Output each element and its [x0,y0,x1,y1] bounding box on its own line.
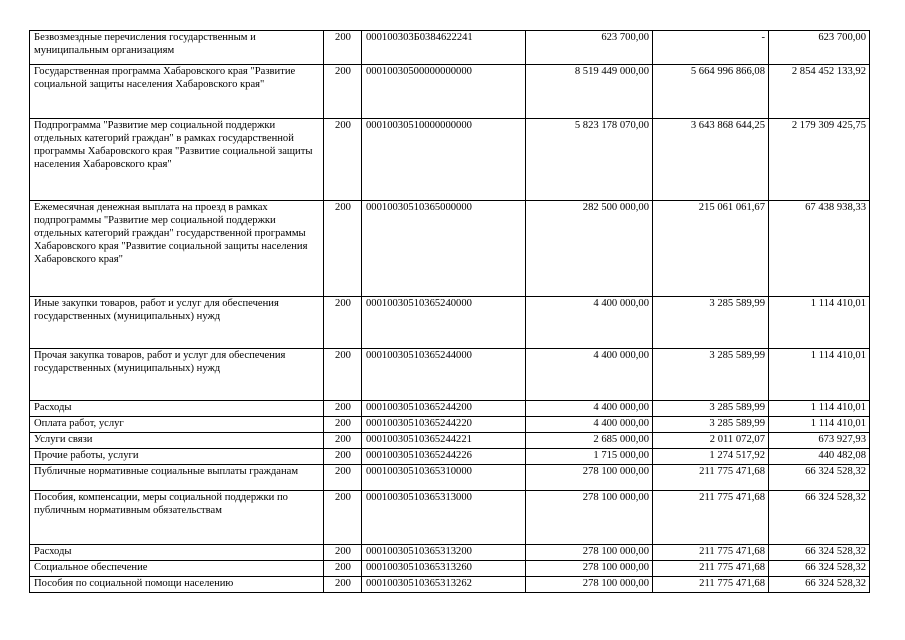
table-row [30,31,870,65]
row-line-code-cell: 200 [324,465,362,491]
row-name-cell: Ежемесячная денежная выплата на проезд в рамках подпрограммы "Развитие мер социальной поддержки отдельных категорий граждан" государственной программы Хабаровского края "Развитие социальной защиты населения Хабаровского края" [30,201,324,297]
row-line-code-cell: 200 [324,401,362,417]
row-budget-code-cell: 00010030510365313200 [362,545,526,561]
row-budget-code-cell: 000100303Б0384622241 [362,31,526,65]
row-budget-code-cell: 00010030510365310000 [362,465,526,491]
row-executed-amount-cell: 211 775 471,68 [653,561,769,577]
row-unexecuted-amount-cell: 2 179 309 425,75 [769,119,870,201]
row-unexecuted-amount-cell: 1 114 410,01 [769,417,870,433]
row-name-cell: Услуги связи [30,433,324,449]
table-row [30,491,870,545]
row-line-code-cell: 200 [324,65,362,119]
table-row [30,545,870,561]
row-line-code-cell: 200 [324,201,362,297]
row-name-cell: Государственная программа Хабаровского края "Развитие социальной защиты населения Хабаровского края" [30,65,324,119]
row-unexecuted-amount-cell: 1 114 410,01 [769,297,870,349]
row-executed-amount-cell: - [653,31,769,65]
row-budget-code-cell: 00010030510365240000 [362,297,526,349]
row-approved-amount-cell: 278 100 000,00 [526,577,653,593]
row-approved-amount-cell: 278 100 000,00 [526,561,653,577]
row-name-cell: Безвозмездные перечисления государственным и муниципальным организациям [30,31,324,65]
row-unexecuted-amount-cell: 1 114 410,01 [769,401,870,417]
row-unexecuted-amount-cell: 66 324 528,32 [769,465,870,491]
row-unexecuted-amount-cell: 673 927,93 [769,433,870,449]
row-executed-amount-cell: 3 285 589,99 [653,297,769,349]
table-row [30,577,870,593]
row-approved-amount-cell: 282 500 000,00 [526,201,653,297]
row-line-code-cell: 200 [324,577,362,593]
row-executed-amount-cell: 215 061 061,67 [653,201,769,297]
budget-report-sheet [29,30,869,593]
row-executed-amount-cell: 3 285 589,99 [653,349,769,401]
row-line-code-cell: 200 [324,349,362,401]
row-approved-amount-cell: 4 400 000,00 [526,297,653,349]
row-budget-code-cell: 00010030510365313260 [362,561,526,577]
row-unexecuted-amount-cell: 623 700,00 [769,31,870,65]
row-name-cell: Социальное обеспечение [30,561,324,577]
row-unexecuted-amount-cell: 66 324 528,32 [769,491,870,545]
row-name-cell: Прочие работы, услуги [30,449,324,465]
table-row [30,201,870,297]
row-name-cell: Оплата работ, услуг [30,417,324,433]
table-row [30,297,870,349]
row-executed-amount-cell: 3 285 589,99 [653,401,769,417]
row-line-code-cell: 200 [324,31,362,65]
row-approved-amount-cell: 1 715 000,00 [526,449,653,465]
row-name-cell: Прочая закупка товаров, работ и услуг для обеспечения государственных (муниципальных) нужд [30,349,324,401]
row-unexecuted-amount-cell: 1 114 410,01 [769,349,870,401]
row-executed-amount-cell: 3 643 868 644,25 [653,119,769,201]
row-budget-code-cell: 00010030510365244000 [362,349,526,401]
table-row [30,465,870,491]
row-approved-amount-cell: 4 400 000,00 [526,417,653,433]
row-unexecuted-amount-cell: 66 324 528,32 [769,545,870,561]
table-row [30,417,870,433]
row-budget-code-cell: 00010030510365313262 [362,577,526,593]
row-name-cell: Подпрограмма "Развитие мер социальной поддержки отдельных категорий граждан" в рамках государственной программы Хабаровского края "Развитие социальной защиты населения Хабаровского края" [30,119,324,201]
row-name-cell: Иные закупки товаров, работ и услуг для обеспечения государственных (муниципальных) нужд [30,297,324,349]
row-name-cell: Публичные нормативные социальные выплаты гражданам [30,465,324,491]
table-row [30,65,870,119]
row-unexecuted-amount-cell: 67 438 938,33 [769,201,870,297]
row-budget-code-cell: 00010030510365244226 [362,449,526,465]
row-line-code-cell: 200 [324,433,362,449]
row-line-code-cell: 200 [324,561,362,577]
row-budget-code-cell: 00010030510365244220 [362,417,526,433]
row-approved-amount-cell: 2 685 000,00 [526,433,653,449]
row-name-cell: Пособия по социальной помощи населению [30,577,324,593]
row-name-cell: Пособия, компенсации, меры социальной поддержки по публичным нормативным обязательствам [30,491,324,545]
row-approved-amount-cell: 4 400 000,00 [526,349,653,401]
row-unexecuted-amount-cell: 440 482,08 [769,449,870,465]
row-line-code-cell: 200 [324,297,362,349]
row-budget-code-cell: 00010030510365244221 [362,433,526,449]
row-name-cell: Расходы [30,545,324,561]
row-executed-amount-cell: 211 775 471,68 [653,545,769,561]
row-name-cell: Расходы [30,401,324,417]
row-executed-amount-cell: 5 664 996 866,08 [653,65,769,119]
row-line-code-cell: 200 [324,491,362,545]
row-line-code-cell: 200 [324,449,362,465]
row-budget-code-cell: 00010030510365000000 [362,201,526,297]
row-approved-amount-cell: 4 400 000,00 [526,401,653,417]
row-approved-amount-cell: 8 519 449 000,00 [526,65,653,119]
row-budget-code-cell: 00010030510365244200 [362,401,526,417]
budget-table-body [30,31,870,593]
table-row [30,401,870,417]
row-line-code-cell: 200 [324,119,362,201]
table-row [30,449,870,465]
row-executed-amount-cell: 2 011 072,07 [653,433,769,449]
table-row [30,561,870,577]
row-budget-code-cell: 00010030500000000000 [362,65,526,119]
table-row [30,119,870,201]
row-unexecuted-amount-cell: 66 324 528,32 [769,561,870,577]
row-unexecuted-amount-cell: 66 324 528,32 [769,577,870,593]
row-line-code-cell: 200 [324,545,362,561]
budget-table [29,30,870,593]
row-budget-code-cell: 00010030510000000000 [362,119,526,201]
row-approved-amount-cell: 623 700,00 [526,31,653,65]
row-approved-amount-cell: 5 823 178 070,00 [526,119,653,201]
row-approved-amount-cell: 278 100 000,00 [526,465,653,491]
row-executed-amount-cell: 3 285 589,99 [653,417,769,433]
row-budget-code-cell: 00010030510365313000 [362,491,526,545]
row-line-code-cell: 200 [324,417,362,433]
row-executed-amount-cell: 211 775 471,68 [653,577,769,593]
row-approved-amount-cell: 278 100 000,00 [526,491,653,545]
row-approved-amount-cell: 278 100 000,00 [526,545,653,561]
row-executed-amount-cell: 1 274 517,92 [653,449,769,465]
table-row [30,349,870,401]
row-executed-amount-cell: 211 775 471,68 [653,465,769,491]
table-row [30,433,870,449]
row-executed-amount-cell: 211 775 471,68 [653,491,769,545]
row-unexecuted-amount-cell: 2 854 452 133,92 [769,65,870,119]
